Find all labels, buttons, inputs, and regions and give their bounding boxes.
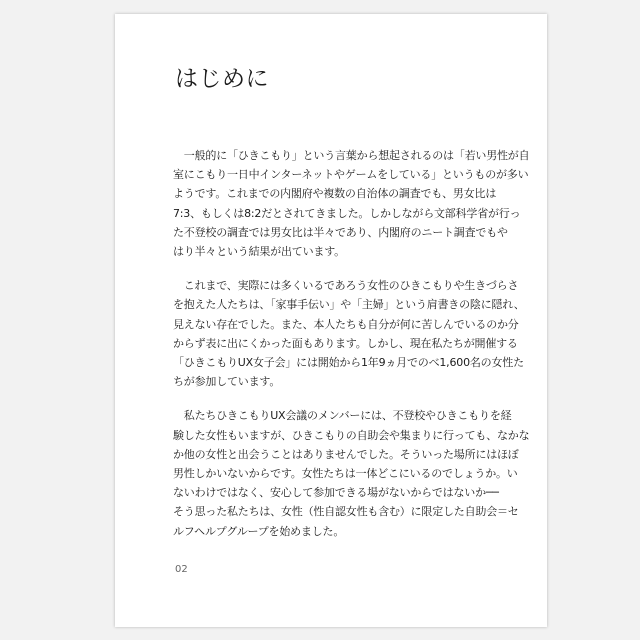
text-line: か他の女性と出会うことはありませんでした。そういった場所にはほぼ — [173, 447, 519, 461]
paragraph — [173, 276, 525, 391]
text-line: を抱えた人たちは、「家事手伝い」や「主婦」という肩書きの陰に隠れ、 — [173, 298, 525, 312]
text-line: 一般的に「ひきこもり」という言葉から想起されるのは「若い男性が自 — [173, 149, 530, 162]
document-page — [115, 14, 547, 627]
text-line: 「ひきこもりUX女子会」には開始から1年9ヵ月でのべ1,600名の女性た — [173, 356, 524, 370]
text-line: はり半々という結果が出ています。 — [173, 245, 345, 259]
text-line: 験した女性もいますが、ひきこもりの自助会や集まりに行っても、なかな — [173, 428, 530, 442]
text-line: 私たちひきこもりUX会議のメンバーには、不登校やひきこもりを経 — [173, 409, 512, 423]
text-line: ようです。これまでの内閣府や複数の自治体の調査でも、男女比は — [173, 187, 497, 201]
page-title: はじめに — [175, 66, 269, 92]
body-text — [173, 146, 530, 556]
text-line: た不登校の調査では男女比は半々であり、内閣府のニート調査でもや — [173, 225, 508, 239]
paragraph — [173, 146, 530, 261]
text-line: ルフヘルプグループを始めました。 — [173, 524, 345, 538]
text-line: ないわけではなく、安心して参加できる場がないからではないか── — [173, 486, 499, 500]
page-number: 02 — [175, 564, 188, 575]
text-line: これまで、実際には多くいるであろう女性のひきこもりや生きづらさ — [173, 279, 519, 293]
text-line: そう思った私たちは、女性（性自認女性も含む）に限定した自助会＝セ — [173, 505, 519, 519]
text-line: 見えない存在でした。また、本人たちも自分が何に苦しんでいるのか分 — [173, 317, 519, 331]
text-line: 男性しかいないからです。女性たちは一体どこにいるのでしょうか。い — [173, 467, 518, 481]
text-line: ちが参加しています。 — [173, 375, 281, 389]
text-line: からず表に出にくかった面もあります。しかし、現在私たちが開催する — [173, 336, 518, 350]
text-line: 室にこもり一日中インターネットやゲームをしている」というものが多い — [173, 168, 529, 182]
paragraph — [173, 406, 530, 540]
text-line: 7:3、もしくは8:2だとされてきました。しかしながら文部科学省が行っ — [173, 206, 521, 220]
